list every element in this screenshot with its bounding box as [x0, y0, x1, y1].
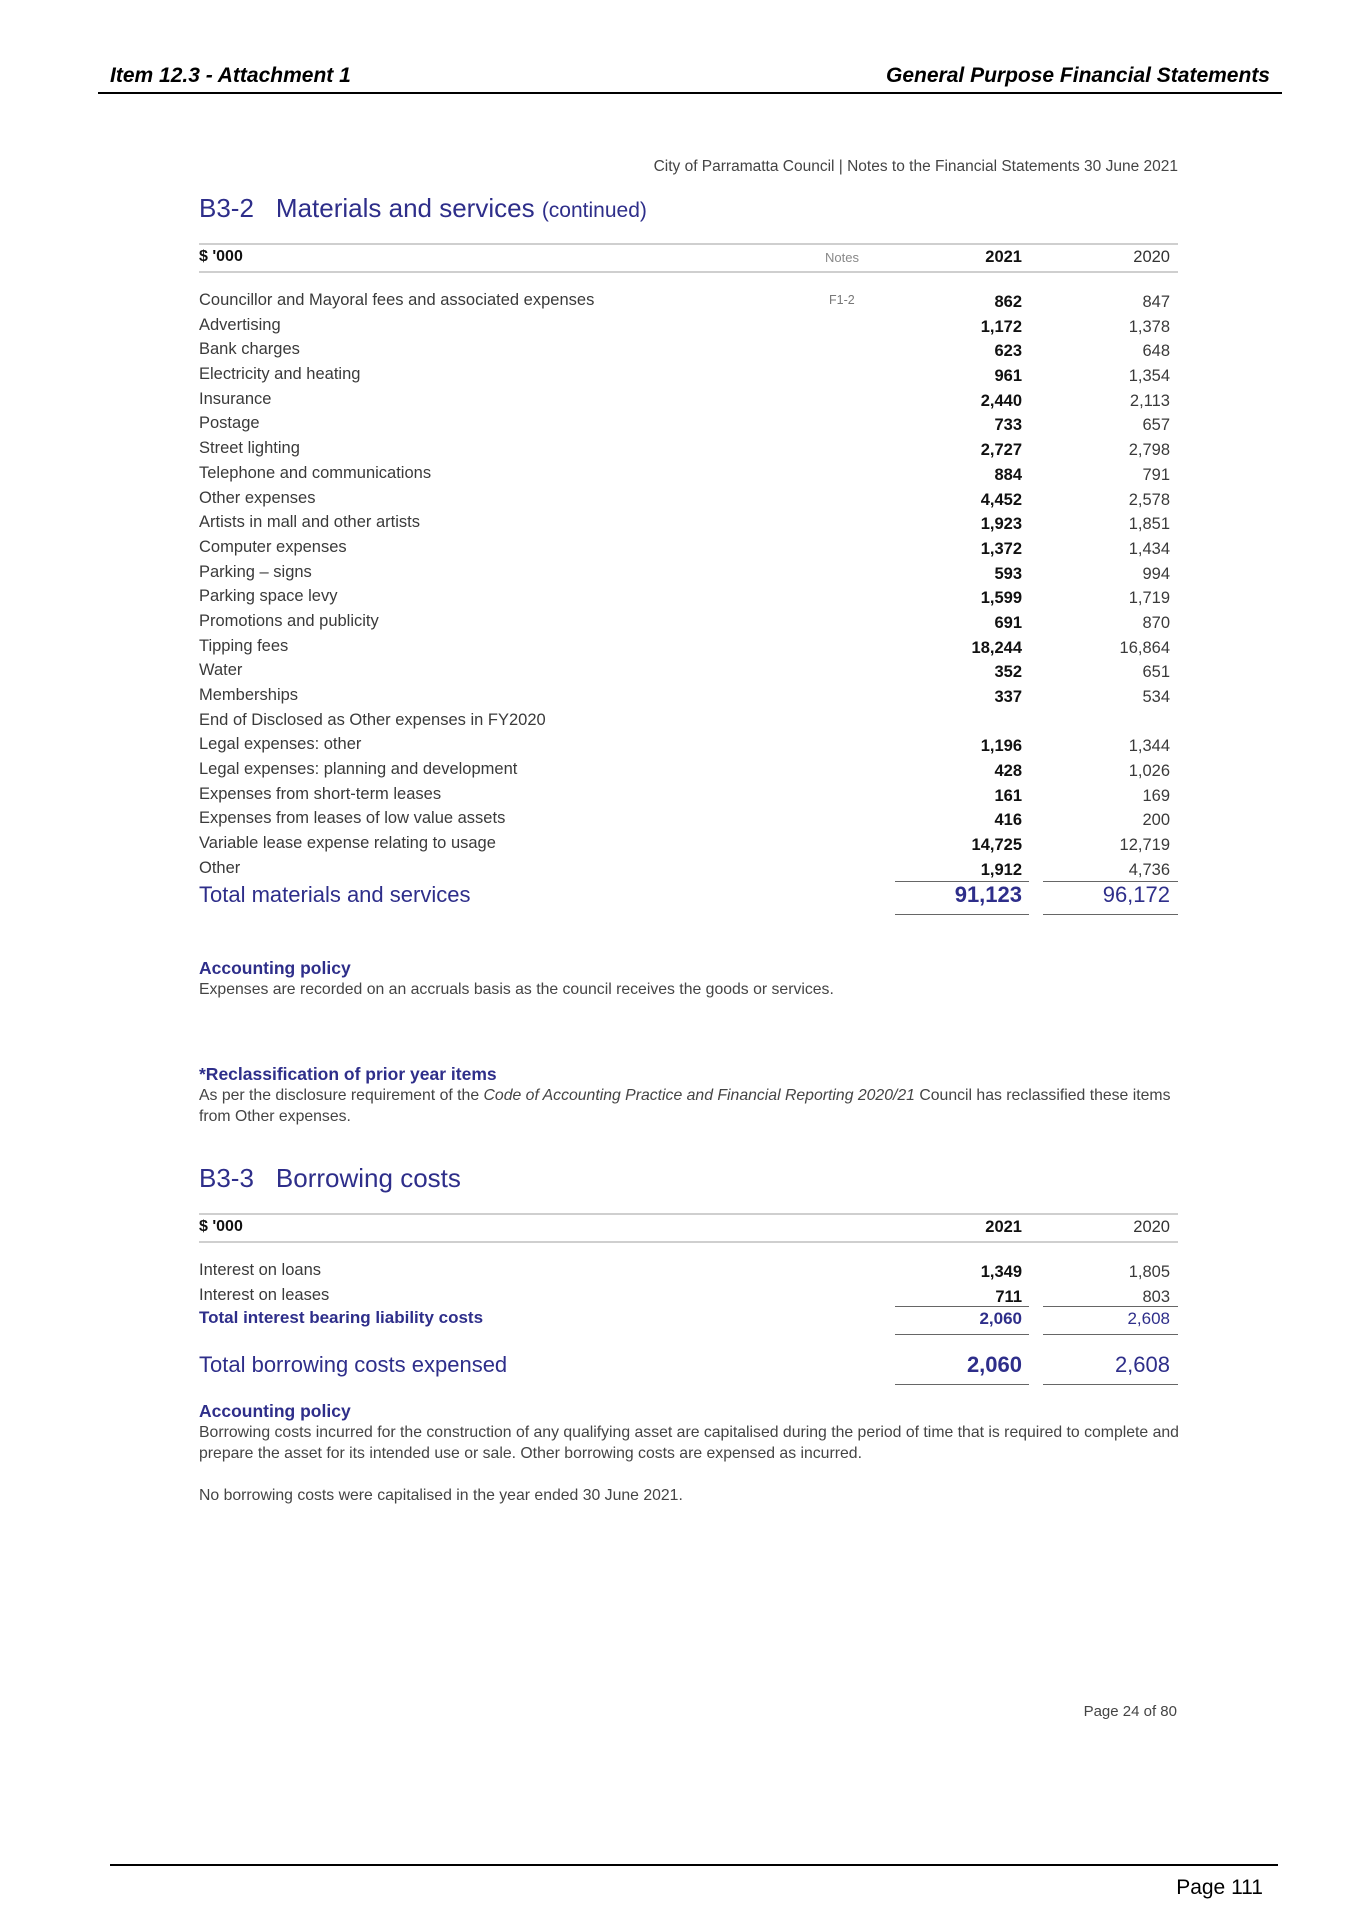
- section-title-b3-3: [199, 1163, 461, 1194]
- table-header-b3-2: [199, 243, 1178, 273]
- row-label: Computer expenses: [199, 537, 347, 556]
- inner-page-number: Page 24 of 80: [1083, 1703, 1177, 1720]
- accounting-policy-text: Expenses are recorded on an accruals basis as the council receives the goods or services.: [199, 981, 834, 998]
- total-label: Total materials and services: [199, 882, 471, 907]
- statement-title: General Purpose Financial Statements: [886, 64, 1270, 87]
- row-label: Electricity and heating: [199, 365, 361, 384]
- row-label: Interest on loans: [199, 1261, 321, 1279]
- value-2020: 791: [1142, 465, 1170, 484]
- row-label: Parking space levy: [199, 587, 338, 606]
- table-row: [199, 363, 1178, 388]
- value-2021: 1,349: [980, 1263, 1022, 1281]
- total-rule-2021-bottom: [895, 1384, 1029, 1385]
- total-2020: 2,608: [1114, 1352, 1170, 1377]
- row-label: Other: [199, 858, 241, 877]
- value-2020: 534: [1142, 688, 1170, 706]
- total-interest-row: [199, 1308, 1178, 1332]
- value-2021: 1,923: [980, 515, 1022, 534]
- value-2020: 870: [1142, 613, 1170, 632]
- value-2021: 691: [994, 613, 1022, 632]
- table-row: [199, 462, 1178, 487]
- table-row: [199, 338, 1178, 363]
- row-label: Promotions and publicity: [199, 611, 379, 630]
- table-row: [199, 487, 1178, 512]
- table-row: [199, 536, 1178, 561]
- value-2021: 1,912: [980, 860, 1022, 879]
- row-label: Street lighting: [199, 439, 300, 458]
- value-2020: 169: [1142, 786, 1170, 805]
- table-row: [199, 857, 1178, 882]
- value-2021: 352: [994, 663, 1022, 682]
- row-label: Water: [199, 661, 243, 680]
- value-2020: 1,026: [1128, 762, 1170, 781]
- value-2020: 1,434: [1128, 539, 1170, 558]
- value-2021: 4,452: [980, 490, 1022, 509]
- value-2020: 1,805: [1128, 1263, 1170, 1281]
- total-materials-row: [199, 882, 1178, 912]
- table-row: [199, 832, 1178, 857]
- continued-label: (continued): [541, 199, 647, 222]
- total-rule-2020-bottom: [1043, 1384, 1178, 1385]
- value-2021: 733: [994, 416, 1022, 435]
- value-2021: 862: [994, 293, 1022, 311]
- row-label: Parking – signs: [199, 562, 312, 581]
- notes-column-label: Notes: [825, 250, 859, 265]
- value-2021: 161: [994, 786, 1022, 805]
- value-2021: 2,727: [980, 441, 1022, 460]
- value-2021: 1,372: [980, 539, 1022, 558]
- materials-services-rows: [199, 289, 1178, 882]
- table-row: [199, 610, 1178, 635]
- borrowing-cost-rows: [199, 1259, 1178, 1308]
- attachment-label: Item 12.3 - Attachment 1: [110, 64, 351, 87]
- value-2020: 648: [1142, 342, 1170, 361]
- table-row: [199, 585, 1178, 610]
- total-rule-2021-bottom: [895, 914, 1029, 915]
- total-2020: 96,172: [1102, 882, 1170, 907]
- reclassification-heading: *Reclassification of prior year items: [199, 1064, 497, 1084]
- section-title-b3-2: [199, 193, 647, 224]
- section-name: Borrowing costs: [275, 1163, 461, 1193]
- row-label: Advertising: [199, 315, 281, 334]
- total-label: Total borrowing costs expensed: [199, 1352, 508, 1377]
- row-label: Bank charges: [199, 340, 300, 359]
- value-2020: 1,719: [1128, 589, 1170, 608]
- value-2020: 12,719: [1119, 836, 1170, 855]
- document-subheader: City of Parramatta Council | Notes to the Financial Statements 30 June 2021: [653, 158, 1178, 175]
- table-row: [199, 437, 1178, 462]
- subtotal-2021: 2,060: [979, 1309, 1022, 1328]
- value-2021: 2,440: [980, 391, 1022, 410]
- subtotal-rule-2020-bottom: [1043, 1334, 1178, 1335]
- subtotal-rule-2021-top: [895, 1306, 1029, 1307]
- reclassification-text: [199, 1085, 1179, 1127]
- value-2021: 884: [994, 465, 1022, 484]
- value-2021: 337: [994, 688, 1022, 706]
- value-2020: 803: [1142, 1287, 1170, 1306]
- total-2021: 2,060: [966, 1352, 1022, 1377]
- value-2020: 847: [1142, 293, 1170, 311]
- table-row: [199, 388, 1178, 413]
- footer-page-number: Page 111: [1176, 1876, 1263, 1899]
- row-label: Interest on leases: [199, 1285, 330, 1304]
- value-2021: 1,172: [980, 317, 1022, 336]
- value-2021: 1,196: [980, 737, 1022, 756]
- section-name: Materials and services: [275, 193, 535, 223]
- row-label: Postage: [199, 414, 260, 433]
- year-2020-header: 2020: [1133, 248, 1170, 266]
- table-row: [199, 807, 1178, 832]
- year-2021-header: 2021: [985, 248, 1022, 266]
- row-label: Expenses from leases of low value assets: [199, 809, 506, 828]
- table-row: [199, 1259, 1178, 1284]
- reclassification-text-a: As per the disclosure requirement of the: [199, 1087, 484, 1104]
- value-2020: 200: [1142, 811, 1170, 830]
- table-row: [199, 659, 1178, 684]
- table-header-b3-3: [199, 1213, 1178, 1243]
- value-2020: 1,344: [1128, 737, 1170, 756]
- value-2020: 2,578: [1128, 490, 1170, 509]
- section-number: B3-2: [199, 193, 254, 223]
- row-label: Memberships: [199, 686, 299, 704]
- value-2020: 651: [1142, 663, 1170, 682]
- value-2020: 1,354: [1128, 367, 1170, 386]
- table-row: [199, 684, 1178, 709]
- row-label: Councillor and Mayoral fees and associated expenses: [199, 291, 595, 309]
- value-2020: 16,864: [1119, 638, 1170, 657]
- subtotal-rule-2021-bottom: [895, 1334, 1029, 1335]
- value-2021: 14,725: [971, 836, 1022, 855]
- value-2021: 18,244: [971, 638, 1022, 657]
- unit-label: $ '000: [199, 248, 243, 265]
- borrowing-policy-text: Borrowing costs incurred for the construction of any qualifying asset are capitalised during the period of time that is required to complete and prepare the asset for its intended use or sale. Other borrowing costs are expensed as incurred.: [199, 1424, 1179, 1462]
- value-2020: 1,851: [1128, 515, 1170, 534]
- value-2020: 2,113: [1129, 391, 1170, 410]
- table-row: [199, 561, 1178, 586]
- value-2020: 657: [1142, 416, 1170, 435]
- year-2021-header: 2021: [985, 1218, 1022, 1236]
- footer-rule: [110, 1864, 1278, 1866]
- note-ref: F1-2: [829, 293, 855, 307]
- value-2021: 593: [994, 564, 1022, 583]
- table-row: [199, 289, 1178, 314]
- value-2020: 4,736: [1128, 860, 1170, 879]
- reclassification-text-b: Council has reclassified these items from Other expenses.: [199, 1087, 1171, 1125]
- table-row: [199, 314, 1178, 339]
- table-row: [199, 412, 1178, 437]
- row-label: Legal expenses: planning and development: [199, 760, 518, 779]
- value-2020: 1,378: [1128, 317, 1170, 336]
- table-row: [199, 709, 1178, 734]
- row-label: Variable lease expense relating to usage: [199, 834, 496, 853]
- value-2021: 428: [994, 762, 1022, 781]
- page-header: [98, 62, 1282, 94]
- subtotal-2020: 2,608: [1127, 1309, 1170, 1328]
- total-rule-2020-bottom: [1043, 914, 1178, 915]
- row-label: Expenses from short-term leases: [199, 784, 442, 803]
- year-2020-header: 2020: [1133, 1218, 1170, 1236]
- row-label: Tipping fees: [199, 636, 289, 655]
- row-label: Telephone and communications: [199, 463, 432, 482]
- row-label: Other expenses: [199, 488, 316, 507]
- value-2021: 961: [994, 367, 1022, 386]
- value-2020: 994: [1142, 564, 1170, 583]
- value-2021: 1,599: [980, 589, 1022, 608]
- subtotal-label: Total interest bearing liability costs: [199, 1308, 484, 1327]
- section-number: B3-3: [199, 1163, 254, 1193]
- value-2021: 711: [995, 1287, 1022, 1306]
- subtotal-rule-2020-top: [1043, 1306, 1178, 1307]
- table-row: [199, 783, 1178, 808]
- row-label: Artists in mall and other artists: [199, 513, 420, 532]
- unit-label: $ '000: [199, 1218, 243, 1235]
- code-of-accounting-title: Code of Accounting Practice and Financial Reporting 2020/21: [483, 1087, 915, 1104]
- value-2020: 2,798: [1128, 441, 1170, 460]
- accounting-policy-heading: Accounting policy: [199, 958, 351, 978]
- table-row: [199, 1284, 1178, 1309]
- value-2021: 623: [994, 342, 1022, 361]
- table-row: [199, 635, 1178, 660]
- table-row: [199, 733, 1178, 758]
- row-label: Insurance: [199, 389, 272, 408]
- table-row: [199, 758, 1178, 783]
- row-label: End of Disclosed as Other expenses in FY2020: [199, 710, 546, 729]
- total-borrowing-row: [199, 1352, 1178, 1382]
- accounting-policy-heading: Accounting policy: [199, 1401, 351, 1421]
- table-row: [199, 511, 1178, 536]
- row-label: Legal expenses: other: [199, 735, 362, 754]
- borrowing-note-text: No borrowing costs were capitalised in the year ended 30 June 2021.: [199, 1487, 683, 1504]
- value-2021: 416: [994, 811, 1022, 830]
- total-2021: 91,123: [954, 882, 1022, 907]
